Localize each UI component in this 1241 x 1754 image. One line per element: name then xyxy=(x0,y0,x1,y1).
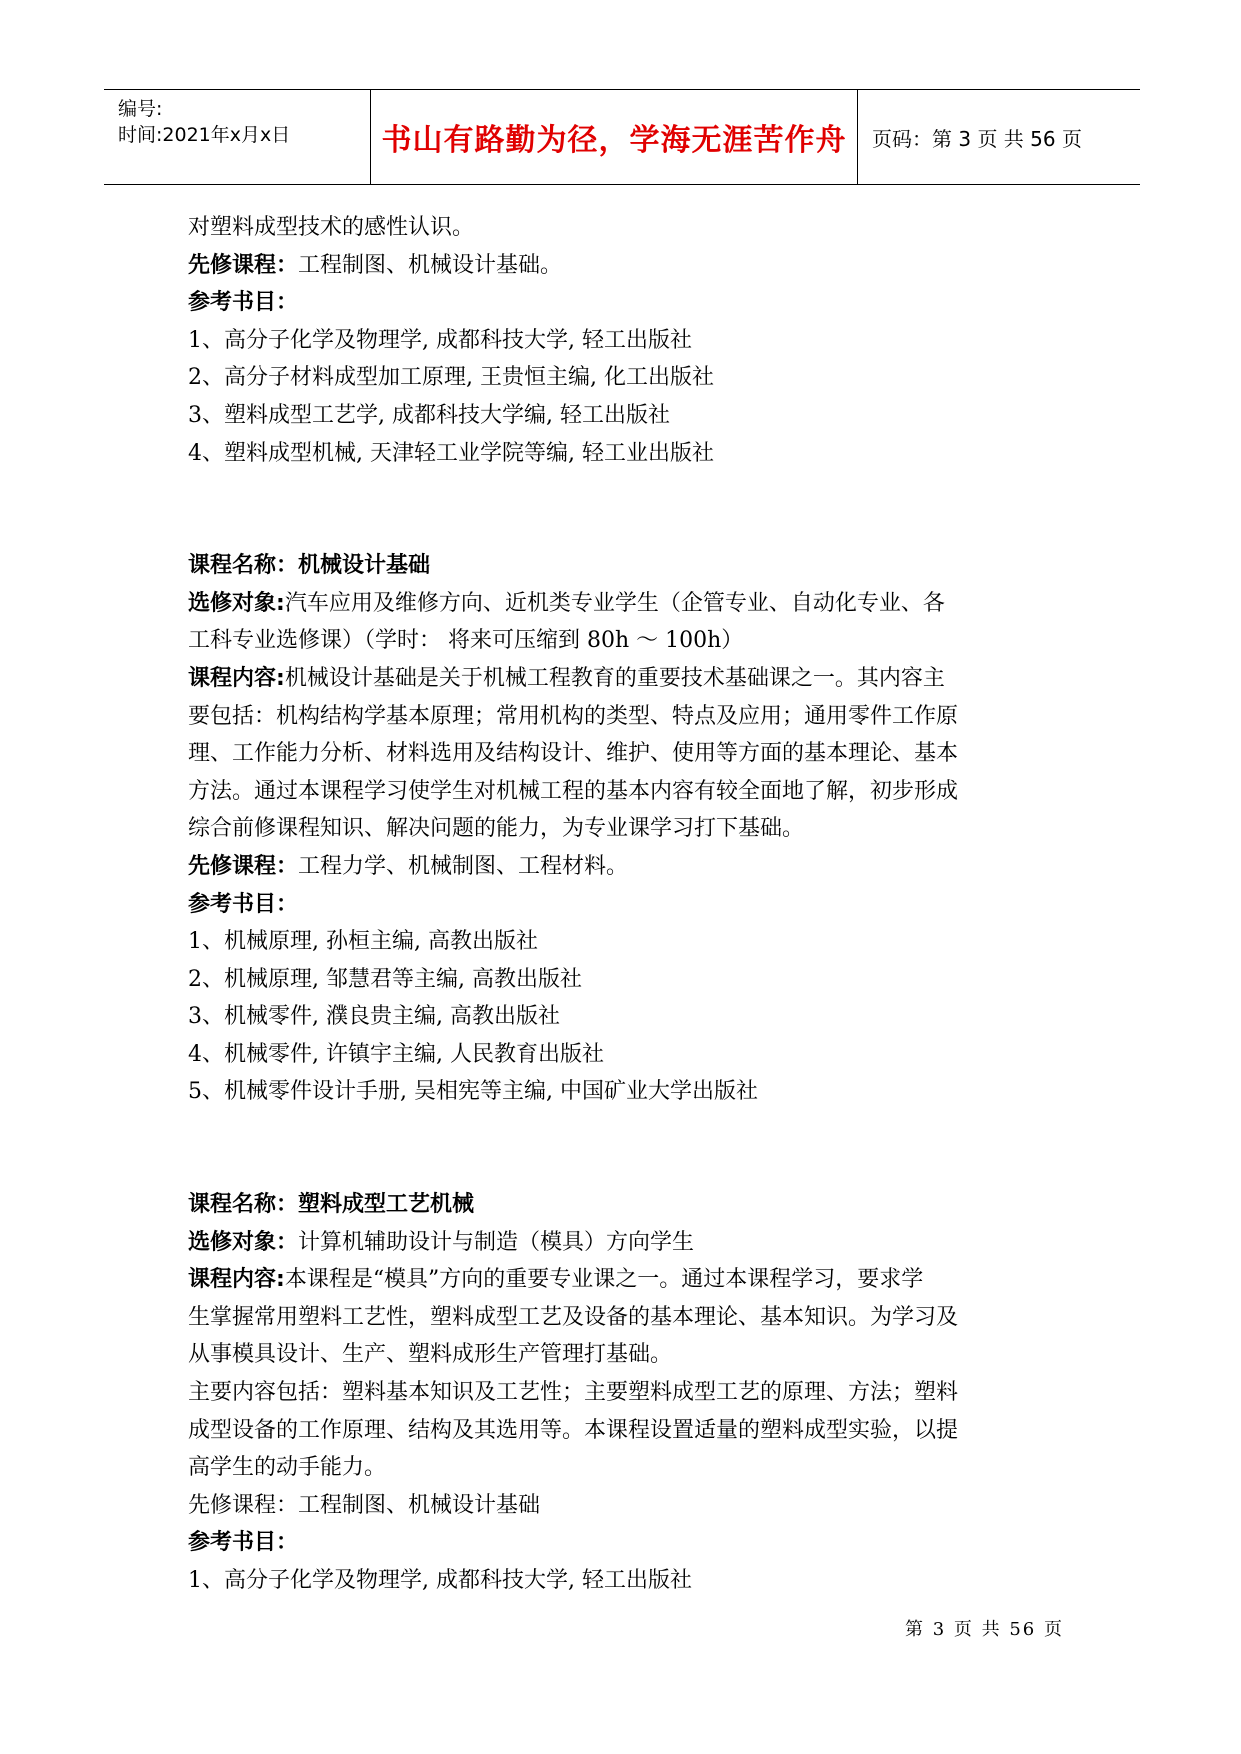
course1-content-line: 要包括：机构结构学基本原理；常用机构的类型、特点及应用；通用零件工作原 xyxy=(188,703,959,729)
intro-ref-item: 3、塑料成型工艺学, 成都科技大学编, 轻工出版社 xyxy=(188,402,670,428)
header-motto-cell xyxy=(371,90,858,184)
intro-ref-item: 4、塑料成型机械, 天津轻工业学院等编, 轻工业出版社 xyxy=(188,440,714,466)
document-body xyxy=(188,209,1068,1600)
document-header xyxy=(104,89,1140,185)
target-value: 汽车应用及维修方向、近机类专业学生（企管专业、自动化专业、各 xyxy=(284,590,945,616)
header-page-cell xyxy=(858,90,1140,184)
target-label: 选修对象： xyxy=(188,1229,299,1255)
course-name-label: 课程名称： xyxy=(188,553,299,579)
course-name-value: 塑料成型工艺机械 xyxy=(298,1192,475,1218)
motto-text: 书山有路勤为径，学海无涯苦作舟 xyxy=(381,123,847,158)
intro-text: 对塑料成型技术的感性认识。 xyxy=(188,215,475,240)
intro-ref-item: 2、高分子材料成型加工原理, 王贵恒主编, 化工出版社 xyxy=(188,365,714,391)
course1-target-cont: 工科专业选修课）（学时： 将来可压缩到 80h ～ 100h） xyxy=(188,628,744,654)
course1-content xyxy=(188,660,1068,698)
course-name-value: 机械设计基础 xyxy=(298,553,431,579)
intro-ref-item: 1、高分子化学及物理学, 成都科技大学, 轻工出版社 xyxy=(188,327,692,353)
course2-content-line: 生掌握常用塑料工艺性，塑料成型工艺及设备的基本理论、基本知识。为学习及 xyxy=(188,1304,959,1330)
prereq-label: 先修课程： xyxy=(188,853,299,879)
course1-content-line: 综合前修课程知识、解决问题的能力，为专业课学习打下基础。 xyxy=(188,816,805,842)
intro-prereq xyxy=(188,247,1068,285)
page-footer: 第 3 页 共 56 页 xyxy=(905,1619,1064,1640)
course1-target xyxy=(188,585,1068,623)
course1-ref-item: 1、机械原理, 孙桓主编, 高教出版社 xyxy=(188,929,538,955)
course1-ref-item: 5、机械零件设计手册, 吴相宪等主编, 中国矿业大学出版社 xyxy=(188,1079,758,1105)
course1-title xyxy=(188,547,1068,585)
course1-ref-item: 3、机械零件, 濮良贵主编, 高教出版社 xyxy=(188,1004,560,1030)
course1-content-line: 理、工作能力分析、材料选用及结构设计、维护、使用等方面的基本理论、基本 xyxy=(188,741,959,767)
target-label: 选修对象: xyxy=(188,590,285,616)
target-value: 计算机辅助设计与制造（模具）方向学生 xyxy=(298,1229,695,1255)
time-label: 时间:2021年x月x日 xyxy=(118,124,291,146)
course1-refs-label: 参考书目： xyxy=(188,891,299,917)
course2-prereq: 先修课程：工程制图、机械设计基础 xyxy=(188,1492,541,1518)
header-meta-cell xyxy=(104,90,371,184)
course2-target xyxy=(188,1224,1068,1262)
section-spacer xyxy=(188,1111,1068,1186)
course1-ref-item: 4、机械零件, 许镇宇主编, 人民教育出版社 xyxy=(188,1041,604,1067)
course1-ref-item: 2、机械原理, 邹慧君等主编, 高教出版社 xyxy=(188,966,582,992)
course-name-label: 课程名称： xyxy=(188,1192,299,1218)
course2-main-line: 成型设备的工作原理、结构及其选用等。本课程设置适量的塑料成型实验，以提 xyxy=(188,1417,959,1443)
content-text: 本课程是“模具”方向的重要专业课之一。通过本课程学习，要求学 xyxy=(284,1267,924,1293)
course2-content-line: 从事模具设计、生产、塑料成形生产管理打基础。 xyxy=(188,1342,673,1368)
content-label: 课程内容: xyxy=(188,665,285,691)
intro-refs-label: 参考书目： xyxy=(188,290,299,316)
course2-ref-item: 1、高分子化学及物理学, 成都科技大学, 轻工出版社 xyxy=(188,1568,692,1593)
number-label: 编号: xyxy=(118,98,163,120)
prereq-value: 工程制图、机械设计基础。 xyxy=(298,252,563,278)
course1-content-line: 方法。通过本课程学习使学生对机械工程的基本内容有较全面地了解，初步形成 xyxy=(188,778,959,804)
content-label: 课程内容: xyxy=(188,1267,285,1293)
prereq-value: 工程力学、机械制图、工程材料。 xyxy=(298,853,629,879)
section-spacer xyxy=(188,472,1068,547)
page-info: 页码：第 3 页 共 56 页 xyxy=(872,126,1082,151)
course2-main-line: 主要内容包括：塑料基本知识及工艺性；主要塑料成型工艺的原理、方法；塑料 xyxy=(188,1380,959,1406)
course2-content xyxy=(188,1261,1068,1299)
course2-main-line: 高学生的动手能力。 xyxy=(188,1455,387,1481)
course1-prereq xyxy=(188,848,1068,886)
content-text: 机械设计基础是关于机械工程教育的重要技术基础课之一。其内容主 xyxy=(284,665,945,691)
course2-title xyxy=(188,1186,1068,1224)
prereq-label: 先修课程： xyxy=(188,252,299,278)
course2-refs-label: 参考书目： xyxy=(188,1530,299,1556)
